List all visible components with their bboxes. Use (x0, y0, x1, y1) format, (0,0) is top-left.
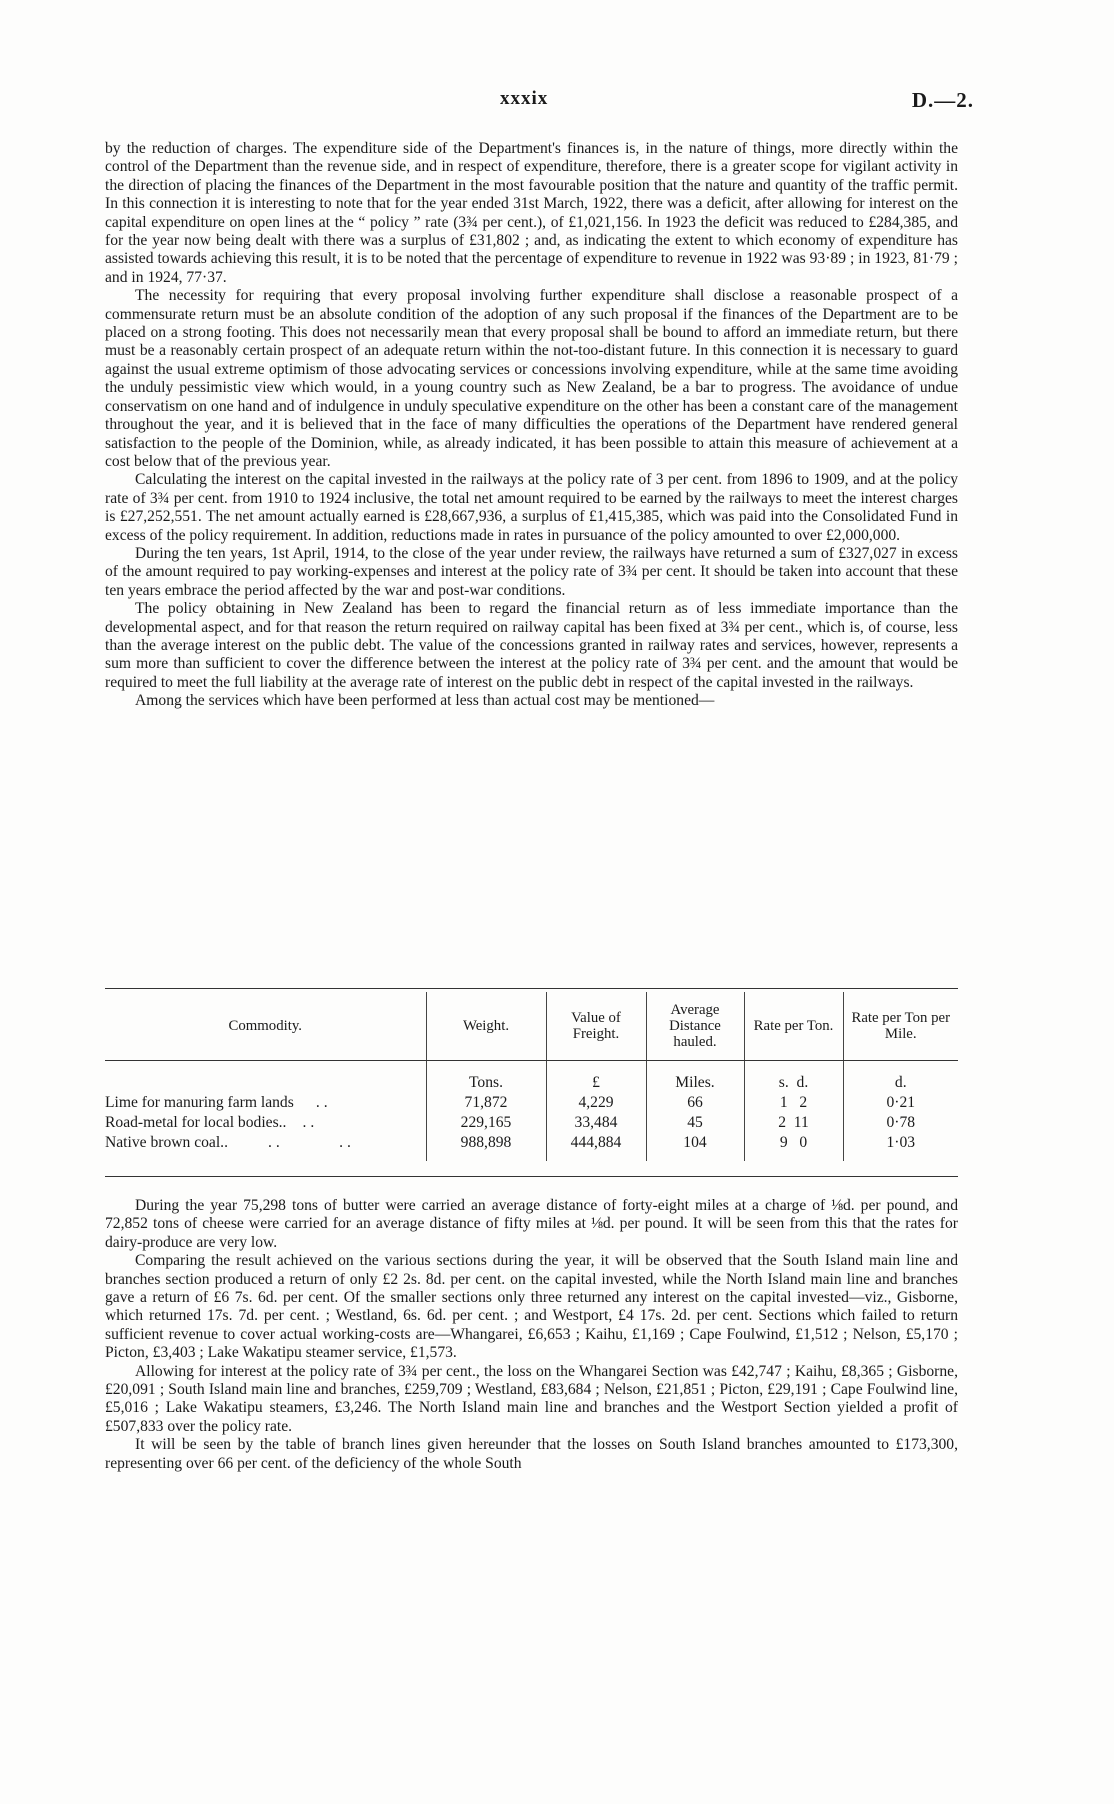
rate-cell: 1 2 (744, 1093, 843, 1113)
distance-cell: 104 (646, 1133, 744, 1153)
body-text-lower (105, 1197, 958, 1473)
paragraph: During the ten years, 1st April, 1914, to the close of the year under review, the railways have returned a sum of £327,027 in excess of the amount required to pay working-expenses and interest at the policy rate of 3¾ per cent. It should be taken into account that these ten years embrace the period affected by the war and post-war conditions. (105, 544, 958, 599)
commodity-name: Lime for manuring farm lands (105, 1094, 294, 1111)
spacer-cell (744, 1153, 843, 1161)
unit-cell (105, 1061, 426, 1094)
spacer-cell (843, 1153, 958, 1161)
rate-cell: 9 0 (744, 1133, 843, 1153)
table-row (105, 1113, 958, 1133)
spacer-cell (426, 1153, 546, 1161)
freight-concessions-table (105, 992, 958, 1161)
paragraph: The necessity for requiring that every proposal involving further expenditure shall disclose a reasonable prospect of a commensurate return must be an absolute condition of the adoption of any such proposal if the finances of the Department are to be placed on a strong footing. This does not necessarily mean that every proposal shall be bound to afford an immediate return, but there must be a reasonably certain prospect of an adequate return within the not-too-distant future. In this connection it is necessary to guard against the usual extreme optimism of those advocating services or concessions involving expenditure, while at the same time avoiding the unduly pessimistic view which would, in a young country such as New Zealand, be a bar to progress. The avoidance of undue conservatism on one hand and of indulgence in unduly speculative expenditure on the other has been a constant care of the management throughout the year, and it is believed that in the face of many difficulties the operations of the Department have rendered general satisfaction to the people of the Dominion, while, as already indicated, it has been possible to attain this measure of achievement at a cost below that of the previous year. (105, 287, 958, 470)
rate-per-mile-cell: 0·21 (843, 1093, 958, 1113)
table-top-rule (105, 988, 958, 989)
column-header-value-of-freight: Value of Freight. (546, 992, 646, 1061)
table-spacer-row (105, 1153, 958, 1161)
weight-cell: 988,898 (426, 1133, 546, 1153)
paragraph: Among the services which have been performed at less than actual cost may be mentioned— (135, 692, 715, 710)
table-header-row (105, 992, 958, 1061)
rate-per-mile-cell: 0·78 (843, 1113, 958, 1133)
paragraph: The policy obtaining in New Zealand has been to regard the financial return as of less immediate importance than the developmental aspect, and for that reason the return required on railway capital has been fixed at 3¾ per cent., which is, of course, less than the average interest on the public debt. The value of the concessions granted in railway rates and services, however, represents a sum more than sufficient to cover the difference between the interest at the policy rate of 3¾ per cent. and the amount that would be required to meet the full liability at the average rate of interest on the public debt in respect of the capital invested in the railways. (105, 600, 958, 691)
paragraph: It will be seen by the table of branch lines given hereunder that the losses on South Island branches amounted to £173,300, representing over 66 per cent. of the deficiency of the whole South (105, 1436, 958, 1472)
unit-cell: Tons. (426, 1061, 546, 1094)
table-bottom-rule (105, 1176, 958, 1177)
table-row (105, 1133, 958, 1153)
commodity-name: Road-metal for local bodies.. (105, 1114, 287, 1131)
spacer-cell (646, 1153, 744, 1161)
paragraph: Calculating the interest on the capital invested in the railways at the policy rate of 3 per cent. from 1896 to 1909, and at the policy rate of 3¾ per cent. from 1910 to 1924 inclusive, the total net amount required to be earned by the railways to meet the interest charges is £27,252,551. The net amount actually earned is £28,667,936, a surplus of £1,415,385, which was paid into the Consolidated Fund in excess of the policy requirement. In addition, reductions made in rates in pursuance of the policy amounted to over £2,000,000. (105, 471, 958, 544)
spacer-cell (105, 1153, 426, 1161)
paragraph: During the year 75,298 tons of butter were carried an average distance of forty-eight miles at a charge of ⅛d. per pound, and 72,852 tons of cheese were carried for an average distance of fifty miles at ⅛d. per pound. It will be seen from this that the rates for dairy-produce are very low. (105, 1197, 958, 1251)
distance-cell: 66 (646, 1093, 744, 1113)
leader-dots: .. (315, 1094, 332, 1111)
commodity-cell (105, 1093, 426, 1113)
weight-cell: 229,165 (426, 1113, 546, 1133)
body-text-upper (105, 140, 958, 711)
commodity-cell (105, 1133, 426, 1153)
rate-cell: 2 11 (744, 1113, 843, 1133)
rate-per-mile-cell: 1·03 (843, 1133, 958, 1153)
table-units-row (105, 1061, 958, 1094)
column-header-weight: Weight. (426, 992, 546, 1061)
value-cell: 4,229 (546, 1093, 646, 1113)
column-header-average-distance: Average Distance hauled. (646, 992, 744, 1061)
value-cell: 33,484 (546, 1113, 646, 1133)
spacer-cell (546, 1153, 646, 1161)
leader-dots: .. (302, 1114, 319, 1131)
column-header-rate-per-ton-per-mile: Rate per Ton per Mile. (843, 992, 958, 1061)
unit-cell: Miles. (646, 1061, 744, 1094)
page-number: xxxix (500, 88, 549, 109)
distance-cell: 45 (646, 1113, 744, 1133)
paragraph: by the reduction of charges. The expenditure side of the Department's finances is, in the nature of things, more directly within the control of the Department than the revenue side, and in respect of expenditure, therefore, there is a greater scope for vigilant activity in the direction of placing the finances of the Department in the most favourable position that the nature and quantity of the traffic permit. In this connection it is interesting to note that for the year ended 31st March, 1922, there was a deficit, after allowing for interest on the capital expenditure on open lines at the “ policy ” rate (3¾ per cent.), of £1,021,156. In 1923 the deficit was reduced to £284,385, and for the year now being dealt with there was a surplus of £31,802 ; and, as indicating the extent to which economy of expenditure has assisted towards achieving this result, it is to be noted that the percentage of expenditure to revenue in 1922 was 93·89 ; in 1923, 81·79 ; and in 1924, 77·37. (105, 140, 958, 286)
column-header-commodity: Commodity. (105, 992, 426, 1061)
weight-cell: 71,872 (426, 1093, 546, 1113)
paragraph: Allowing for interest at the policy rate of 3¾ per cent., the loss on the Whangarei Section was £42,747 ; Kaihu, £8,365 ; Gisborne, £20,091 ; South Island main line and branches, £259,709 ; Westland, £83,684 ; Nelson, £21,851 ; Picton, £29,191 ; Cape Foulwind line, £5,016 ; Lake Wakatipu steamers, £3,246. The North Island main line and branches and the Westport Section yielded a profit of £507,833 over the policy rate. (105, 1362, 958, 1435)
leader-dots: .. .. (267, 1134, 355, 1151)
page-header (0, 88, 1114, 118)
unit-cell: d. (843, 1061, 958, 1094)
table-row (105, 1093, 958, 1113)
paragraph: Comparing the result achieved on the various sections during the year, it will be observed that the South Island main line and branches section produced a return of only £2 2s. 8d. per cent. on the capital invested, while the North Island main line and branches gave a return of £6 7s. 6d. per cent. Of the smaller sections only three returned any interest on the capital invested—viz., Gisborne, which returned 17s. 7d. per cent. ; Westland, 6s. 6d. per cent. ; and Westport, £4 17s. 2d. per cent. Sections which failed to return sufficient revenue to cover actual working-costs are—Whangarei, £6,653 ; Kaihu, £1,169 ; Cape Foulwind, £1,512 ; Nelson, £5,170 ; Picton, £3,403 ; Lake Wakatipu steamer service, £1,573. (105, 1252, 958, 1362)
value-cell: 444,884 (546, 1133, 646, 1153)
document-reference: D.—2. (911, 88, 974, 112)
commodity-cell (105, 1113, 426, 1133)
commodity-name: Native brown coal.. (105, 1134, 228, 1151)
unit-cell: £ (546, 1061, 646, 1094)
column-header-rate-per-ton: Rate per Ton. (744, 992, 843, 1061)
unit-cell: s. d. (744, 1061, 843, 1094)
